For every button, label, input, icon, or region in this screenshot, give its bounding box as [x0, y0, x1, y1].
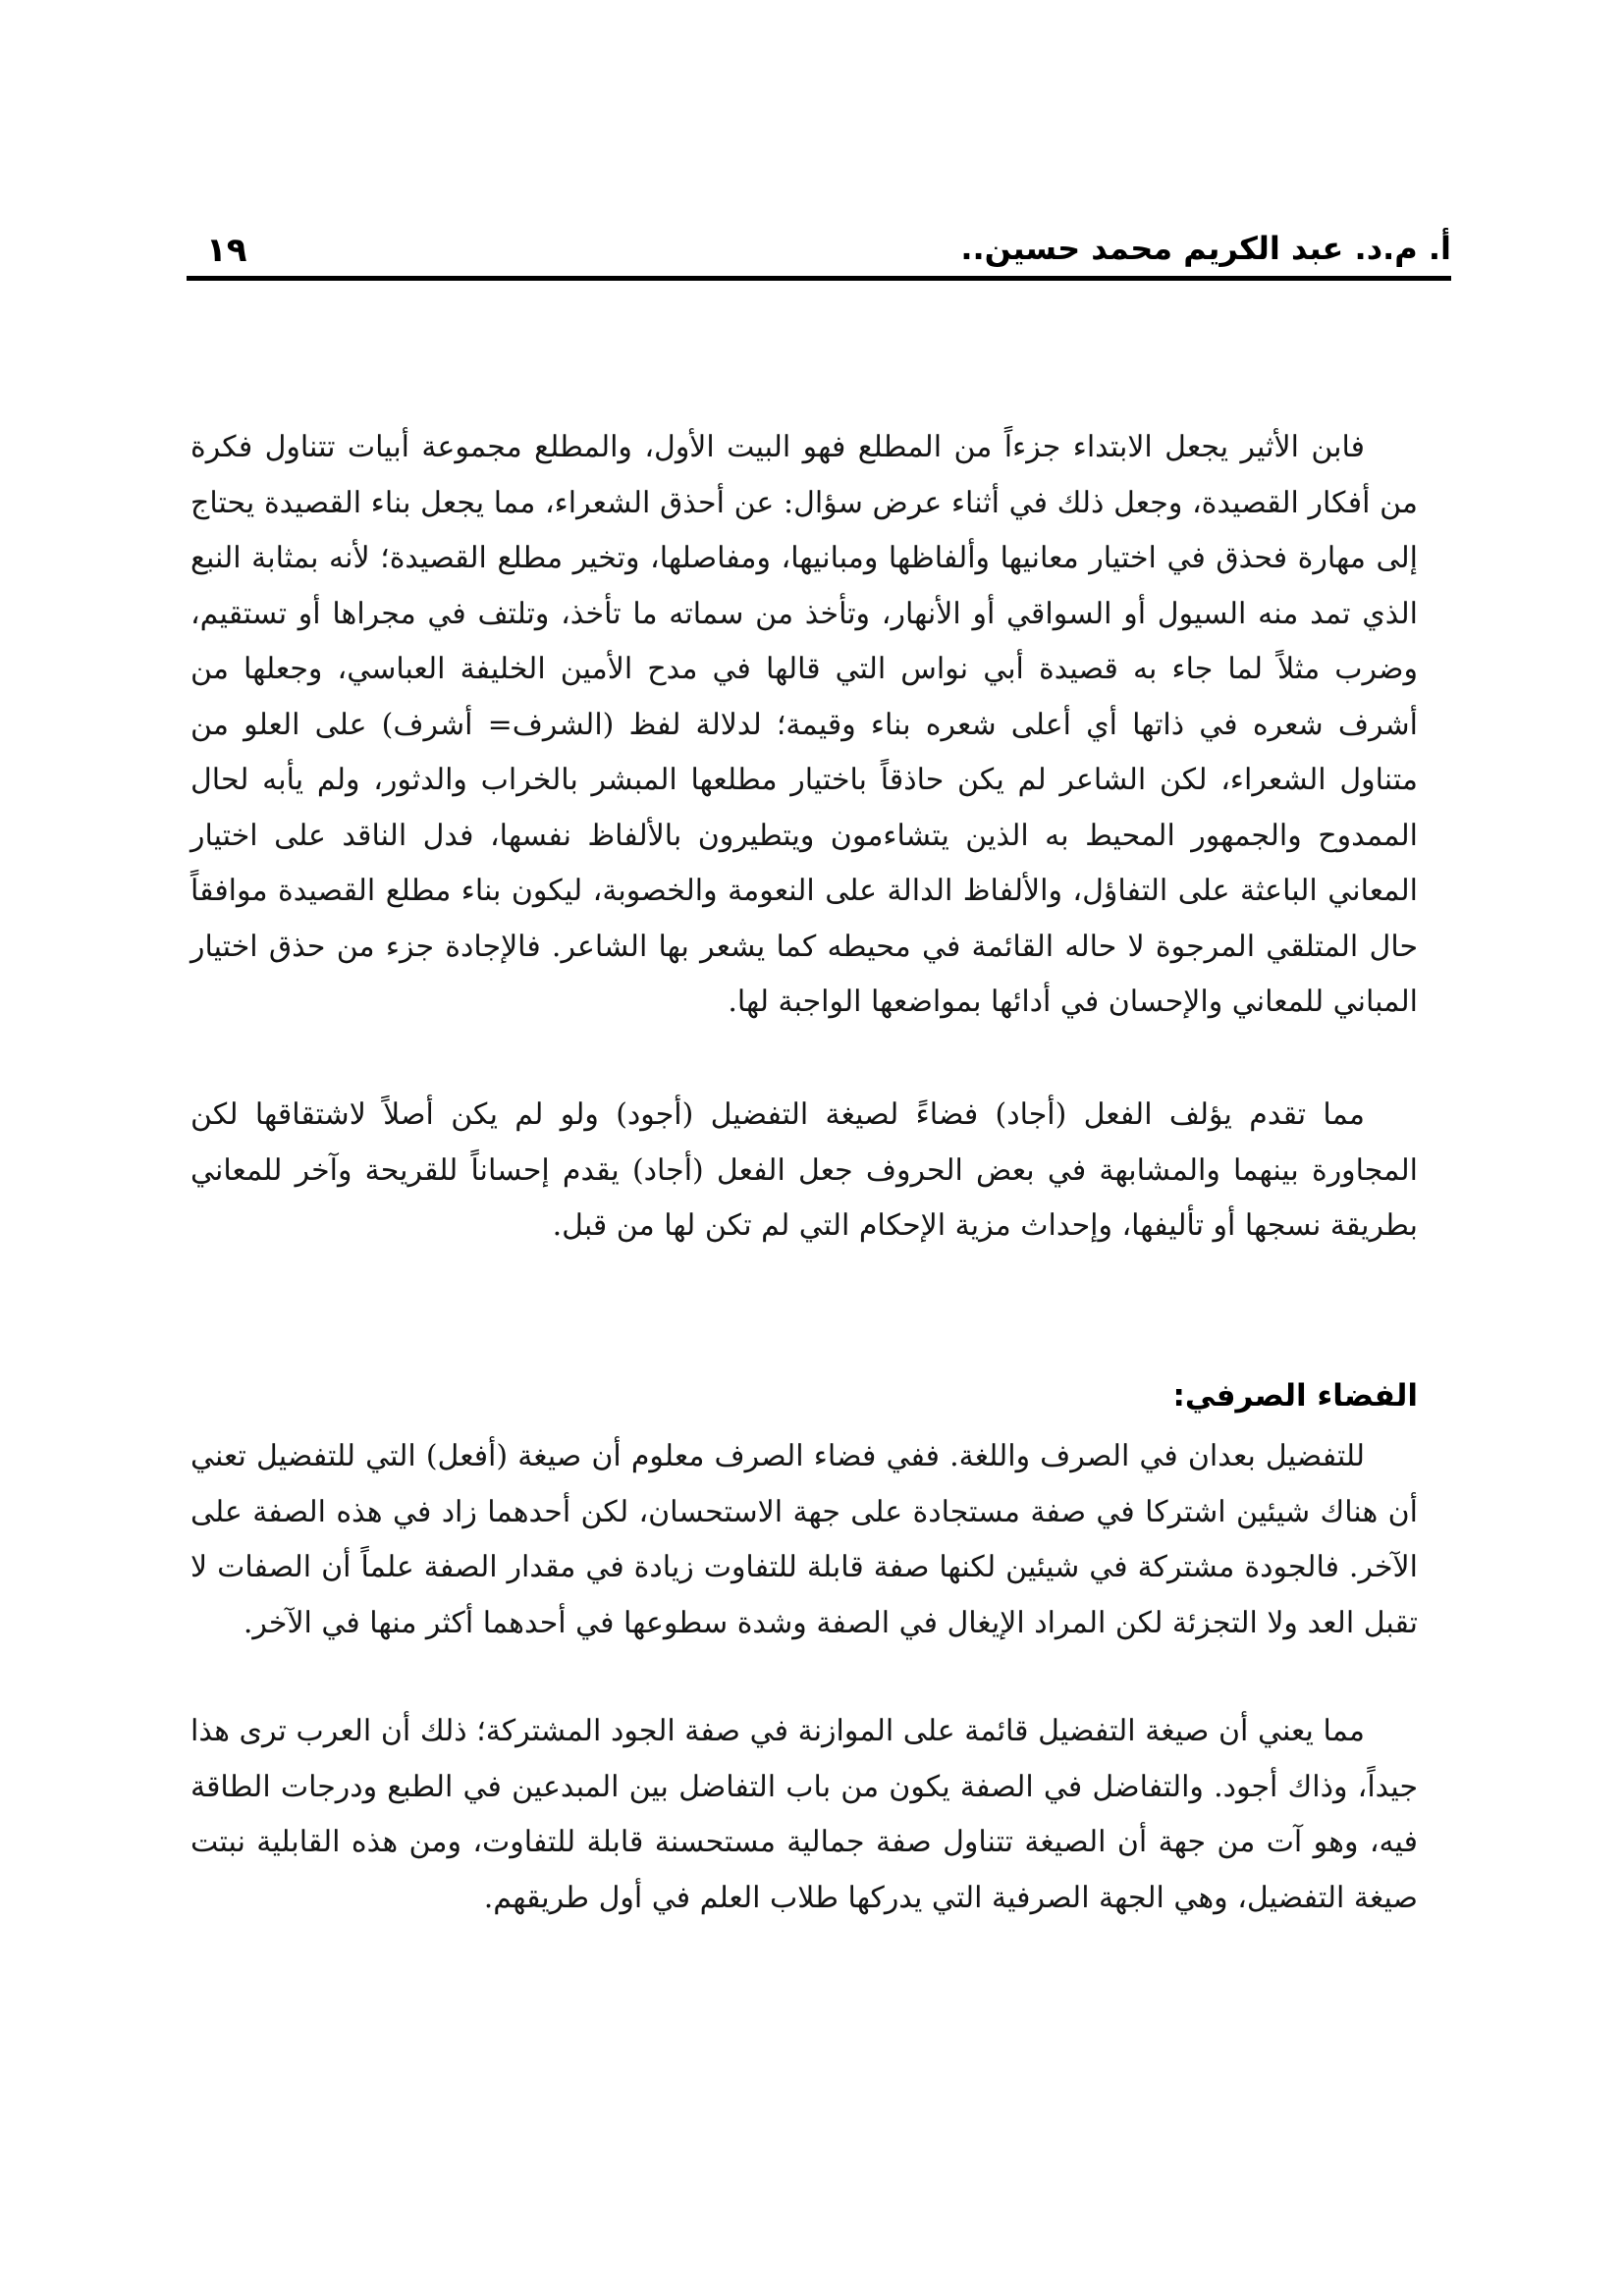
paragraph-block-4 — [190, 1704, 1418, 1926]
paragraph-comparison: مما يعني أن صيغة التفضيل قائمة على الموازنة في صفة الجود المشتركة؛ ذلك أن العرب ترى هذا جيداً، وذاك أجود. والتفاضل في الصفة يكون من باب التفاضل بين المبدعين في الطبع ودرجات الطاقة فيه، وهو آت من جهة أن الصيغة تتناول صفة جمالية مستحسنة قابلة للتفاوت، ومن هذه القابلية نبتت صيغة التفضيل، وهي الجهة الصرفية التي يدركها طلاب العلم في أول طريقهم. — [190, 1714, 1418, 1915]
paragraph-ibn-al-athir: فابن الأثير يجعل الابتداء جزءاً من المطلع فهو البيت الأول، والمطلع مجموعة أبيات تتناول فكرة من أفكار القصيدة، وجعل ذلك في أثناء عرض سؤال: عن أحذق الشعراء، مما يجعل بناء القصيدة يحتاج إلى مهارة فحذق في اختيار معانيها وألفاظها ومبانيها، ومفاصلها، وتخير مطلع القصيدة؛ لأنه بمثابة النبع الذي تمد منه السيول أو السواقي أو الأنهار، وتأخذ من سماته ما تأخذ، وتلتف في مجراها أو تستقيم، وضرب مثلاً لما جاء به قصيدة أبي نواس التي قالها في مدح الأمين الخليفة العباسي، وجعلها من أشرف شعره في ذاتها أي أعلى شعره بناء وقيمة؛ لدلالة لفظ (الشرف= أشرف) على العلو من متناول الشعراء، لكن الشاعر لم يكن حاذقاً باختيار مطلعها المبشر بالخراب والدثور، ولم يأبه لحال الممدوح والجمهور المحيط به الذين يتشاءمون ويتطيرون بالألفاظ نفسها، فدل الناقد على اختيار المعاني الباعثة على التفاؤل، والألفاظ الدالة على النعومة والخصوبة، ليكون بناء مطلع القصيدة موافقاً حال المتلقي المرجوة لا حاله القائمة في محيطه كما يشعر بها الشاعر. فالإجادة جزء من حذق اختيار المباني للمعاني والإحسان في أدائها بمواضعها الواجبة لها. — [190, 430, 1418, 1019]
header-rule — [187, 276, 1451, 281]
paragraph-morphology: للتفضيل بعدان في الصرف واللغة. ففي فضاء الصرف معلوم أن صيغة (أفعل) التي للتفضيل تعني أن هناك شيئين اشتركا في صفة مستجادة على جهة الاستحسان، لكن أحدهما زاد في هذه الصفة على الآخر. فالجودة مشتركة في شيئين لكنها صفة قابلة للتفاوت زيادة في مقدار الصفة علماً أن الصفات لا تقبل العد ولا التجزئة لكن المراد الإيغال في الصفة وشدة سطوعها في أحدهما أكثر منها في الآخر. — [190, 1439, 1418, 1640]
paragraph-block-3 — [190, 1429, 1418, 1651]
section-heading: الفضاء الصرفي: — [1172, 1378, 1418, 1414]
author-name: أ. م.د. عبد الكريم محمد حسين.. — [960, 230, 1451, 267]
paragraph-block-1 — [190, 420, 1418, 1031]
page-number: ١٩ — [206, 231, 247, 270]
paragraph-block-2 — [190, 1088, 1418, 1255]
paragraph-ajad-verb: مما تقدم يؤلف الفعل (أجاد) فضاءً لصيغة التفضيل (أجود) ولو لم يكن أصلاً لاشتقاقها لكن المجاورة بينهما والمشابهة في بعض الحروف جعل الفعل (أجاد) يقدم إحساناً للقريحة وآخر للمعاني بطريقة نسجها أو تأليفها، وإحداث مزية الإحكام التي لم تكن لها من قبل. — [190, 1097, 1418, 1243]
running-header — [187, 201, 1451, 280]
